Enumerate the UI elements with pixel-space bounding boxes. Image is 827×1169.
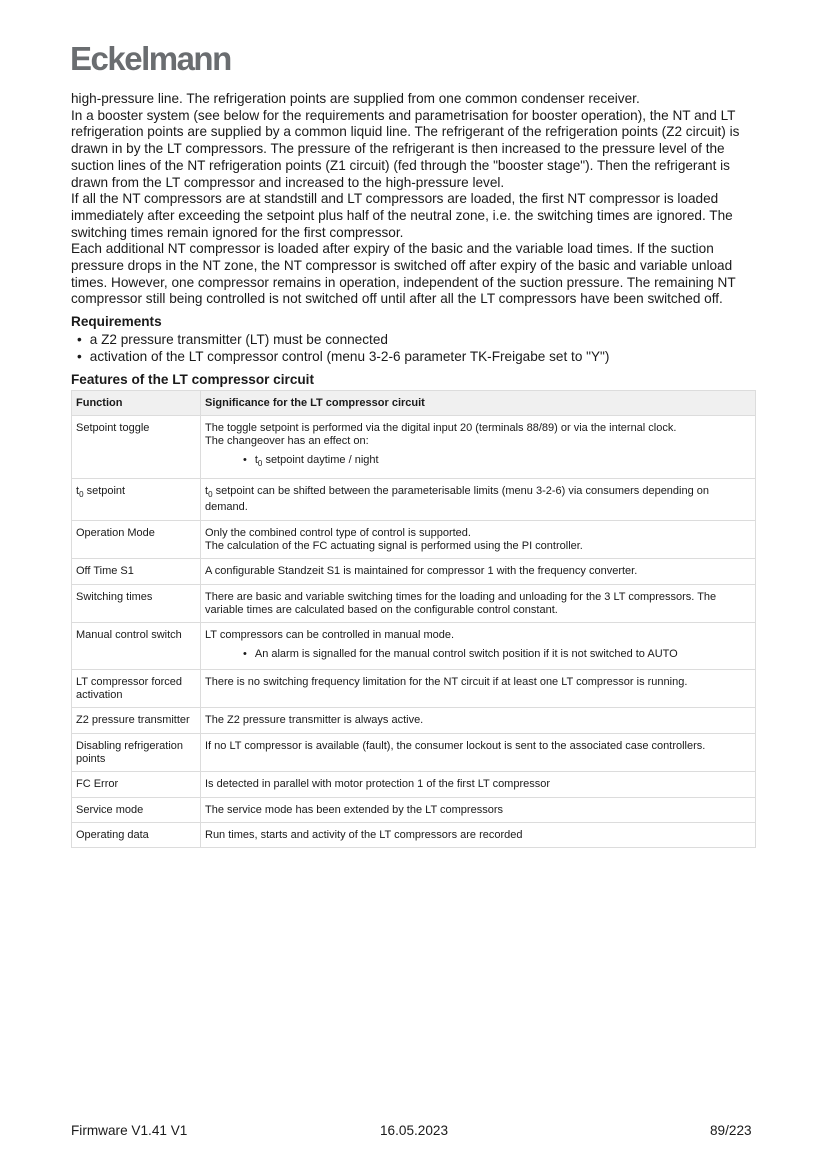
significance-cell: $t_0$ setpoint can be shifted between the parameterisable limits (menu 3-2-6) via consumers depending on demand.	[201, 478, 756, 520]
footer-date: 16.05.2023	[380, 1123, 449, 1138]
table-header-row	[72, 390, 756, 415]
paragraph: Each additional NT compressor is loaded after expiry of the basic and the variable load times. If the suction pressure drops in the NT zone, the NT compressor is switched off after expiry of the basic and variable unload times. However, one compressor remains in operation, independent of the suction pressure. The remaining NT compressor still being controlled is not switched off until after all the LT compressors have been switched off.	[71, 241, 736, 307]
column-header: Function	[72, 390, 201, 415]
table-row	[72, 520, 756, 559]
function-cell: Service mode	[72, 797, 201, 822]
footer-page: 89/223	[710, 1123, 752, 1138]
table-row	[72, 415, 756, 478]
function-cell: Setpoint toggle	[72, 415, 201, 478]
significance-cell: Is detected in parallel with motor protection 1 of the first LT compressor	[201, 772, 756, 797]
paragraph: high-pressure line. The refrigeration points are supplied from one common condenser receiver.	[71, 91, 640, 106]
table-row	[72, 669, 756, 708]
function-cell: Off Time S1	[72, 559, 201, 584]
footer-firmware: Firmware V1.41 V1	[71, 1123, 188, 1138]
table-row	[72, 478, 756, 520]
significance-cell: There is no switching frequency limitation for the NT circuit if at least one LT compressor is running.	[201, 669, 756, 708]
significance-cell: The Z2 pressure transmitter is always active.	[201, 708, 756, 733]
significance-cell: There are basic and variable switching times for the loading and unloading for the 3 LT compressors. The variable times are calculated based on the configurable control constant.	[201, 584, 756, 623]
function-cell: Z2 pressure transmitter	[72, 708, 201, 733]
function-cell: Operating data	[72, 822, 201, 847]
column-header: Significance for the LT compressor circuit	[201, 390, 756, 415]
paragraph: If all the NT compressors are at standstill and LT compressors are loaded, the first NT compressor is loaded immediately after exceeding the setpoint plus half of the neutral zone, i.e. the switching times are ignored. The switching times remain ignored for the first compressor.	[71, 191, 733, 240]
eckelmann-logo: Eckelmann	[70, 40, 231, 77]
table-row	[72, 733, 756, 772]
function-cell: Disabling refrigeration points	[72, 733, 201, 772]
paragraph: In a booster system (see below for the requirements and parametrisation for booster operation), the NT and LT refrigeration points are supplied by a common liquid line. The refrigerant of the refrigeration points (Z2 circuit) is drawn in by the LT compressors. The pressure of the refrigerant is then increased to the pressure level of the suction lines of the NT refrigeration points (Z1 circuit) (fed through the "booster stage"). Then the refrigerant is drawn from the LT compressor and increased to the high-pressure level.	[71, 107, 740, 190]
table-row	[72, 708, 756, 733]
significance-cell: The toggle setpoint is performed via the digital input 20 (terminals 88/89) or via the internal clock. The changeover has an effect on: • $t_0$ setpoint daytime / night	[201, 415, 756, 478]
table-row	[72, 623, 756, 670]
list-item: • a Z2 pressure transmitter (LT) must be connected	[77, 332, 761, 349]
function-cell: $t_0$ setpoint	[72, 478, 201, 520]
requirements-heading: Requirements	[71, 314, 162, 330]
table-row	[72, 584, 756, 623]
document-body	[71, 91, 761, 848]
significance-cell: LT compressors can be controlled in manual mode. • An alarm is signalled for the manual control switch position if it is not switched to AUTO	[201, 623, 756, 670]
table-row	[72, 797, 756, 822]
table-row	[72, 772, 756, 797]
list-item: • activation of the LT compressor control (menu 3-2-6 parameter TK-Freigabe set to "Y")	[77, 349, 761, 366]
features-table	[71, 390, 756, 849]
function-cell: FC Error	[72, 772, 201, 797]
table-row	[72, 559, 756, 584]
function-cell: LT compressor forced activation	[72, 669, 201, 708]
significance-cell: The service mode has been extended by the LT compressors	[201, 797, 756, 822]
significance-cell: A configurable Standzeit S1 is maintained for compressor 1 with the frequency converter.	[201, 559, 756, 584]
significance-cell: Run times, starts and activity of the LT compressors are recorded	[201, 822, 756, 847]
function-cell: Operation Mode	[72, 520, 201, 559]
table-row	[72, 822, 756, 847]
function-cell: Manual control switch	[72, 623, 201, 670]
requirements-list	[71, 332, 761, 365]
function-cell: Switching times	[72, 584, 201, 623]
features-heading: Features of the LT compressor circuit	[71, 371, 314, 387]
significance-cell: Only the combined control type of control is supported. The calculation of the FC actuating signal is performed using the PI controller.	[201, 520, 756, 559]
significance-cell: If no LT compressor is available (fault), the consumer lockout is sent to the associated case controllers.	[201, 733, 756, 772]
